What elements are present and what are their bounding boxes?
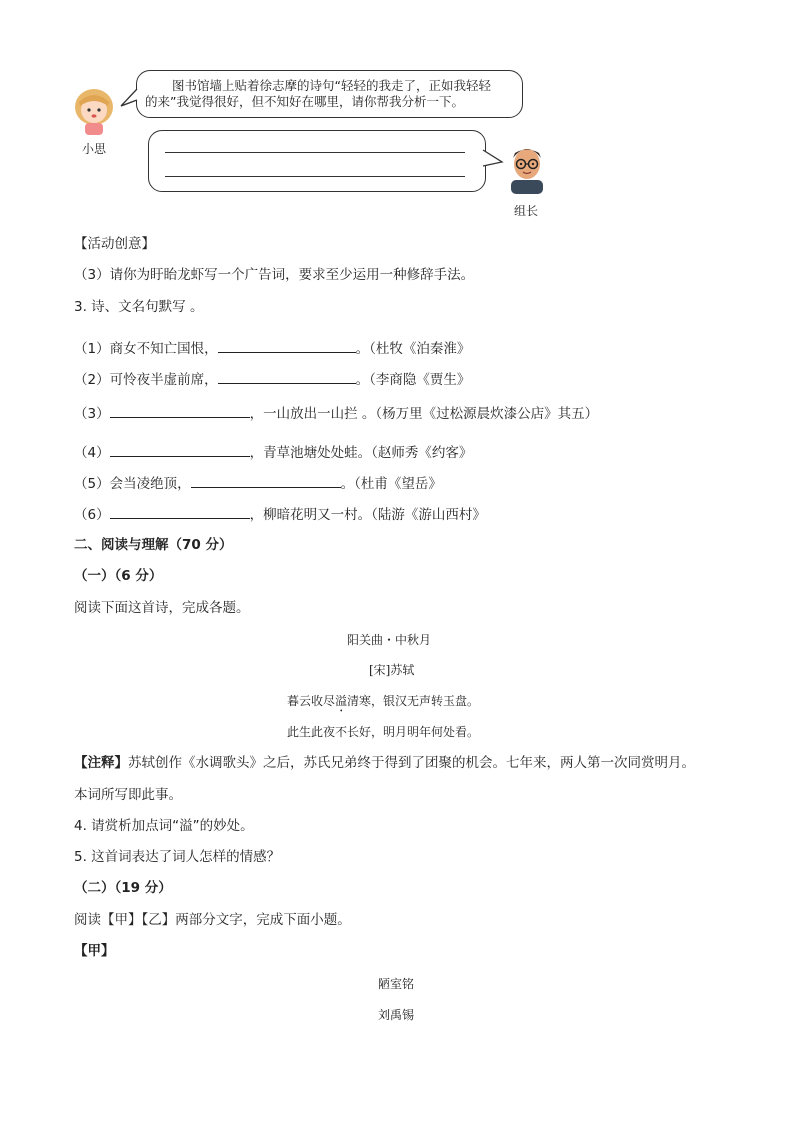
poem-dotted-word: 溢 [335, 694, 348, 708]
poem-title: 阳关曲・中秋月 [347, 633, 432, 647]
poem2-title: 陋室铭 [378, 977, 415, 991]
recite-blank[interactable] [110, 404, 250, 418]
girl-avatar-icon [70, 86, 118, 136]
note-line2: 本词所写即此事。 [74, 787, 182, 803]
recite-item-pre: （4） [74, 445, 110, 461]
recite-blank[interactable] [191, 474, 341, 488]
activity-heading: 【活动创意】 [74, 236, 155, 252]
recite-item-6 [74, 505, 486, 524]
leader-bubble-tail [480, 148, 504, 172]
girl-speech-line2: 的来”我觉得很好，但不知好在哪里，请你帮我分析一下。 [145, 94, 464, 109]
note-text: 苏轼创作《水调歌头》之后，苏氏兄弟终于得到了团聚的机会。七年来，两人第一次同赏明月。 [128, 755, 695, 771]
answer-line-2[interactable] [165, 176, 465, 177]
answer-line-1[interactable] [165, 152, 465, 153]
question-4: 4. 请赏析加点词“溢”的妙处。 [74, 818, 254, 834]
poem-line1 [287, 692, 479, 715]
recite-item-post: 。（杜牧《泊秦淮》 [355, 341, 471, 357]
note-line1 [74, 754, 695, 772]
part2-sub1: （一）（6 分） [74, 568, 163, 584]
recite-item-post: ，柳暗花明又一村。（陆游《游山西村》 [249, 507, 486, 523]
recite-item-2 [74, 370, 470, 389]
part2-heading: 二、阅读与理解（70 分） [74, 537, 233, 553]
recite-item-3 [74, 404, 598, 423]
poem-line1-a: 暮云收尽 [287, 694, 336, 708]
girl-bubble-tail [120, 88, 140, 112]
recite-blank[interactable] [218, 370, 356, 384]
poem2-author: 刘禹锡 [378, 1008, 415, 1022]
leader-answer-bubble [148, 130, 486, 192]
recite-item-pre: （3） [74, 406, 110, 422]
girl-speech-line1: 图书馆墙上贴着徐志摩的诗句“轻轻的我走了，正如我轻轻 [172, 78, 491, 93]
recite-blank[interactable] [110, 505, 250, 519]
note-label: 【注释】 [74, 755, 128, 771]
part2-instruction1: 阅读下面这首诗，完成各题。 [74, 600, 250, 616]
poem-line2: 此生此夜不长好，明月明年何处看。 [287, 725, 480, 739]
question-5: 5. 这首词表达了词人怎样的情感？ [74, 849, 281, 865]
recite-item-post: ，一山放出一山拦 。（杨万里《过松源晨炊漆公店》其五） [249, 406, 599, 422]
leader-avatar [505, 140, 549, 198]
leader-name: 组长 [514, 204, 539, 218]
recite-blank[interactable] [218, 339, 356, 353]
recite-item-post: 。（李商隐《贾生》 [355, 372, 471, 388]
poem-author: [宋]苏轼 [369, 663, 415, 677]
part2-instruction2: 阅读【甲】【乙】两部分文字，完成下面小题。 [74, 912, 351, 928]
recite-item-4 [74, 443, 472, 462]
recite-item-post: 。（杜甫《望岳》 [340, 476, 442, 492]
recite-item-pre: （5）会当凌绝顶， [74, 476, 191, 492]
recite-item-pre: （1）商女不知亡国恨， [74, 341, 218, 357]
recite-blank[interactable] [110, 443, 250, 457]
boy-with-glasses-icon [505, 140, 549, 194]
recite-item-post: ，青草池塘处处蛙。（赵师秀《约客》 [249, 445, 473, 461]
recite-item-5 [74, 474, 442, 493]
activity-q3: （3）请你为盱眙龙虾写一个广告词，要求至少运用一种修辞手法。 [74, 267, 475, 283]
recite-item-pre: （6） [74, 507, 110, 523]
girl-avatar [70, 86, 118, 140]
recite-item-pre: （2）可怜夜半虚前席， [74, 372, 218, 388]
poem-line1-b: 清寒，银汉无声转玉盘。 [347, 694, 480, 708]
recite-title: 3. 诗、文名句默写 。 [74, 299, 204, 315]
recite-item-1 [74, 339, 470, 358]
girl-name: 小思 [82, 142, 107, 156]
jia-label: 【甲】 [74, 943, 115, 959]
part2-sub2: （二）（19 分） [74, 880, 172, 896]
